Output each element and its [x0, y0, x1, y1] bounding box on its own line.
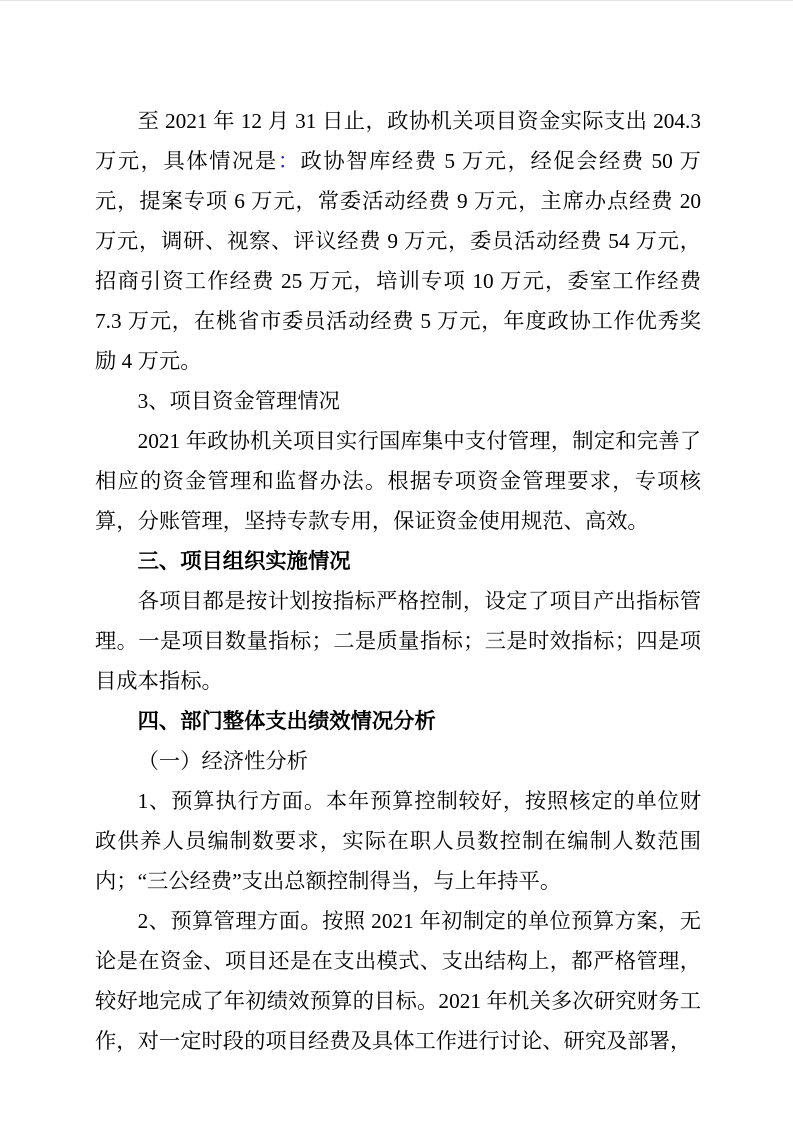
para-project-implementation: 各项目都是按计划按指标严格控制，设定了项目产出指标管理。一是项目数量指标；二是质量指标；三是时效指标；四是项目成本指标。: [95, 589, 701, 693]
document-body: [95, 101, 701, 1061]
heading-fund-management: 3、项目资金管理情况: [137, 389, 340, 413]
para-actual-expenditure: [95, 101, 701, 381]
blue-colon: ：: [277, 149, 301, 173]
subheading-economic-analysis: （一）经济性分析: [137, 749, 308, 773]
para-budget-execution: 1、预算执行方面。本年预算控制较好，按照核定的单位财政供养人员编制数要求，实际在职人员数控制在编制人数范围内；“三公经费”支出总额控制得当，与上年持平。: [95, 789, 701, 893]
heading-section-4: 四、部门整体支出绩效情况分析: [137, 709, 436, 733]
para-budget-management: 2、预算管理方面。按照 2021 年初制定的单位预算方案，无论是在资金、项目还是在支出模式、支出结构上，都严格管理，较好地完成了年初绩效预算的目标。2021 年机关多次研究财务工作，对一定时段的项目经费及具体工作进行讨论、研究及部署，: [95, 909, 701, 1053]
heading-section-3: 三、项目组织实施情况: [137, 549, 351, 573]
para-actual-expenditure-text-after: 政协智库经费 5 万元，经促会经费 50 万元，提案专项 6 万元，常委活动经费 9 万元，主席办点经费 20 万元，调研、视察、评议经费 9 万元，委员活动经费 54 万元，招商引资工作经费 25 万元，培训专项 10 万元，委室工作经费 7.3 万元，在桃省市委员活动经费 5 万元，年度政协工作优秀奖励 4 万元。: [95, 149, 701, 373]
para-actual-expenditure-text-before: 至 2021 年 12 月 31 日止，政协机关项目资金实际支出 204.3 万元，具体情况是: [95, 109, 701, 173]
para-treasury-payment: 2021 年政协机关项目实行国库集中支付管理，制定和完善了相应的资金管理和监督办法。根据专项资金管理要求，专项核算，分账管理，坚持专款专用，保证资金使用规范、高效。: [95, 429, 701, 533]
